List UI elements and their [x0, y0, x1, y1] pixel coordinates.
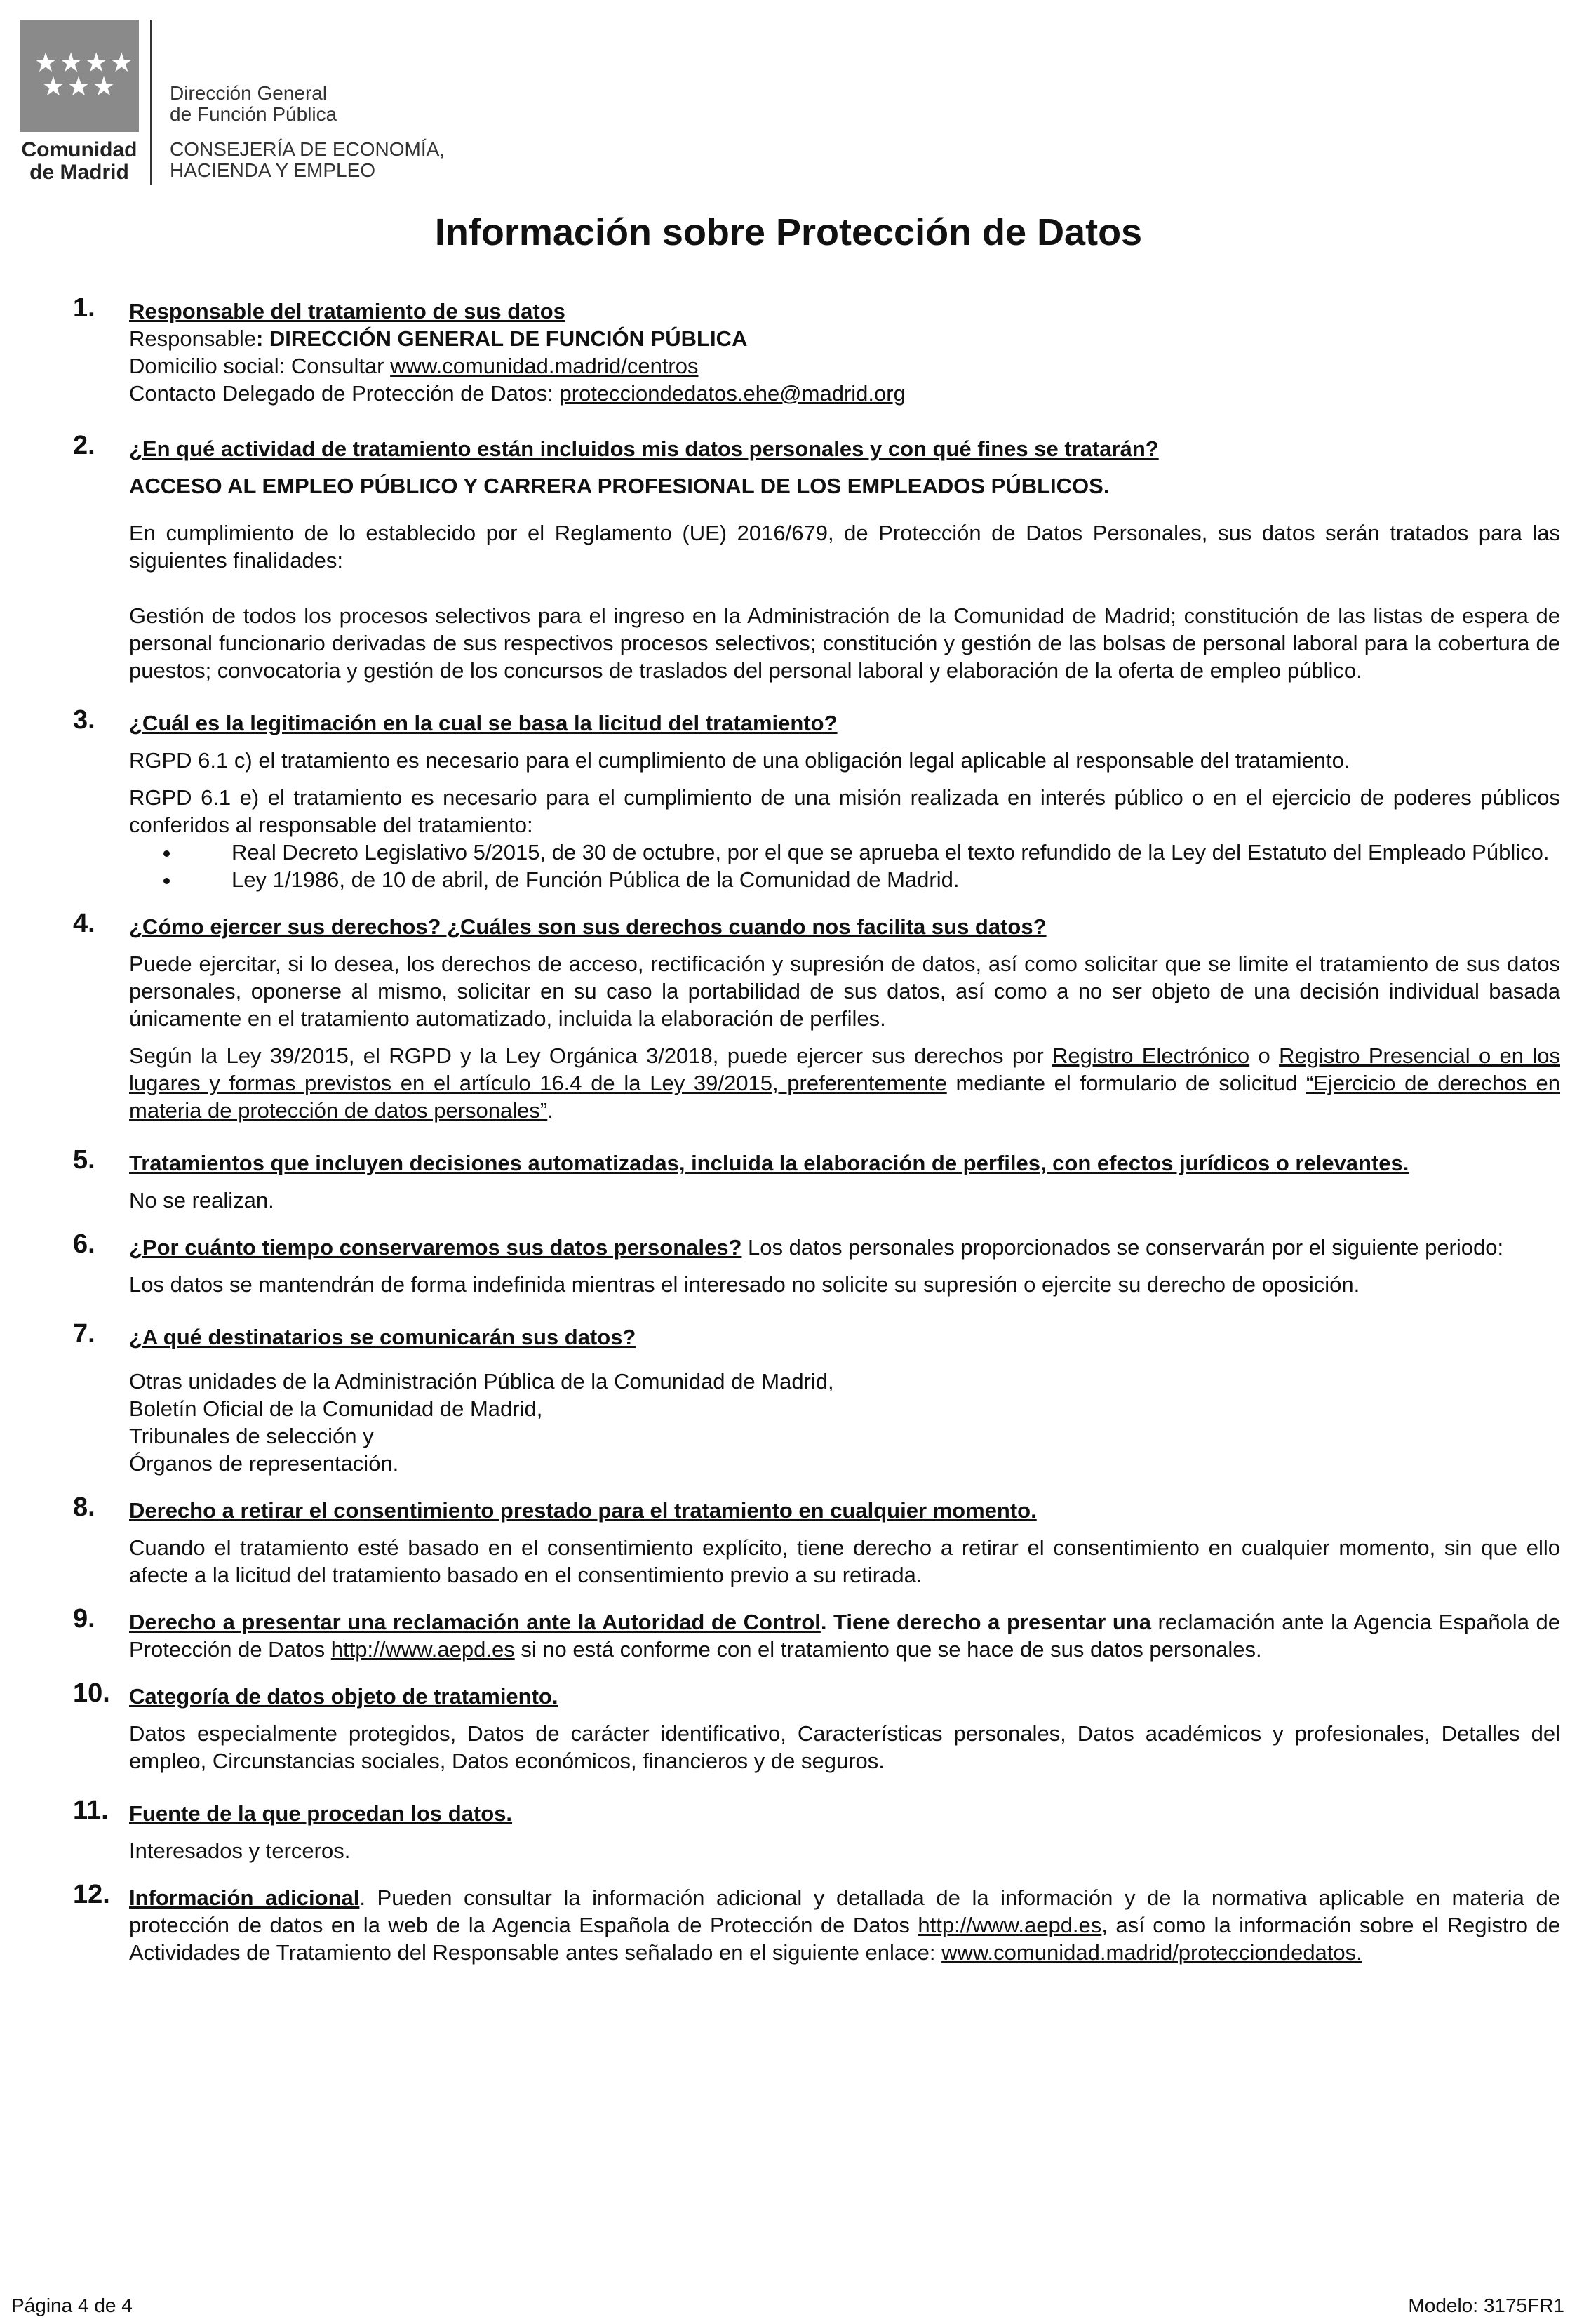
paragraph: Gestión de todos los procesos selectivos para el ingreso en la Administración de la Comunidad de Madrid; constitución de las listas de espera de personal funcionario derivadas de sus respectivos procesos selectivos; constitución y gestión de las bolsas de personal laboral para la cobertura de puestos; convocatoria y gestión de los concursos de traslados del personal laboral y elaboración de la oferta de empleo público.: [129, 603, 1560, 683]
section-heading: ¿En qué actividad de tratamiento están incluidos mis datos personales y con qué fines se tratarán?: [129, 436, 1159, 461]
legal-basis-list: [129, 839, 1560, 893]
section-1: [73, 293, 1560, 407]
section-heading: Derecho a presentar una reclamación ante la Autoridad de Control: [129, 1610, 821, 1634]
section-number: 2.: [73, 431, 95, 460]
recipients-list: [129, 1368, 1560, 1477]
section-2: [73, 431, 1560, 684]
centros-link[interactable]: www.comunidad.madrid/centros: [390, 354, 699, 378]
section-number: 11.: [73, 1796, 109, 1825]
paragraph: No se realizan.: [129, 1188, 274, 1213]
paragraph: Cuando el tratamiento esté basado en el consentimiento explícito, tiene derecho a retirar el consentimiento en cualquier momento, sin que ello afecte a la licitud del tratamiento basado en el consentimiento previo a su retirada.: [129, 1535, 1560, 1587]
formulario-derechos-link[interactable]: “Ejercicio de derechos en materia de protección de datos personales”: [129, 1071, 1561, 1123]
paragraph: Según la Ley 39/2015, el RGPD y la Ley Orgánica 3/2018, puede ejercer sus derechos por Registro Electrónico o Registro Presencial o en los lugares y formas previstos en el artículo 16.4 de la Ley 39/2015, preferentemente mediante el formulario de solicitud “Ejercicio de derechos en materia de protección de datos personales”.: [129, 1043, 1561, 1123]
section-number: 6.: [73, 1229, 95, 1259]
section-number: 10.: [73, 1678, 110, 1708]
paragraph: Los datos se mantendrán de forma indefinida mientras el interesado no solicite su supresión o ejercite su derecho de oposición.: [129, 1272, 1360, 1297]
list-item: Tribunales de selección y: [129, 1424, 374, 1448]
list-item: Órganos de representación.: [129, 1451, 399, 1476]
section-number: 5.: [73, 1145, 95, 1175]
section-heading: Derecho a retirar el consentimiento prestado para el tratamiento en cualquier momento.: [129, 1498, 1037, 1523]
org-name: Comunidad de Madrid: [21, 138, 137, 184]
model-number: Modelo: 3175FR1: [1408, 2295, 1564, 2316]
section-number: 7.: [73, 1319, 95, 1349]
activity-name: ACCESO AL EMPLEO PÚBLICO Y CARRERA PROFESIONAL DE LOS EMPLEADOS PÚBLICOS.: [129, 474, 1110, 498]
section-number: 1.: [73, 293, 95, 323]
section-number: 9.: [73, 1604, 95, 1634]
section-heading: Información adicional: [129, 1885, 360, 1910]
section-heading: ¿Cuál es la legitimación en la cual se basa la licitud del tratamiento?: [129, 711, 838, 735]
section-heading: Fuente de la que procedan los datos.: [129, 1801, 513, 1826]
section-number: 4.: [73, 909, 95, 938]
section-7: [73, 1319, 1560, 1477]
registro-presencial-link[interactable]: Registro Presencial o en los lugares y formas previstos en el artículo 16.4 de la Ley 39/2015, preferentemente: [129, 1043, 1560, 1095]
aepd-link[interactable]: http://www.aepd.es: [918, 1913, 1102, 1937]
section-6: [73, 1229, 1560, 1298]
section-10: [73, 1678, 1560, 1775]
page-title: Información sobre Protección de Datos: [434, 211, 1143, 253]
section-number: 8.: [73, 1492, 95, 1522]
contacto-line: Contacto Delegado de Protección de Datos: protecciondedatos.ehe@madrid.org: [129, 381, 906, 406]
section-heading: ¿Por cuánto tiempo conservaremos sus datos personales?: [129, 1235, 742, 1260]
section-3: [73, 705, 1560, 893]
paragraph: RGPD 6.1 e) el tratamiento es necesario para el cumplimiento de una misión realizada en interés público o en el ejercicio de poderes públicos conferidos al responsable del tratamiento:: [129, 785, 1560, 837]
section-5: [73, 1145, 1560, 1214]
list-item: • Real Decreto Legislativo 5/2015, de 30 de octubre, por el que se aprueba el texto refundido de la Ley del Estatuto del Empleado Público.: [181, 839, 1560, 866]
paragraph: Puede ejercitar, si lo desea, los derechos de acceso, rectificación y supresión de datos, así como solicitar que se limite el tratamiento de sus datos personales, oponerse al mismo, solicitar en su caso la portabilidad de sus datos, así como a no ser objeto de una decisión individual basada únicamente en el tratamiento automatizado, incluida la elaboración de perfiles.: [129, 951, 1560, 1031]
section-12: [73, 1880, 1560, 1966]
section-4: [73, 909, 1561, 1124]
registro-electronico-link[interactable]: Registro Electrónico: [1052, 1043, 1250, 1068]
list-item: Otras unidades de la Administración Pública de la Comunidad de Madrid,: [129, 1369, 834, 1394]
list-item: Boletín Oficial de la Comunidad de Madrid,: [129, 1396, 543, 1421]
section-heading-line: Información adicional. Pueden consultar la información adicional y detallada de la información y de la normativa aplicable en materia de protección de datos en la web de la Agencia Española de Protección de Datos http://www.aepd.es, así como la información sobre el Registro de Actividades de Tratamiento del Responsable antes señalado en el siguiente enlace: www.comunidad.madrid/protecciondedatos.: [129, 1885, 1560, 1965]
department-name: Dirección General de Función Pública: [170, 82, 337, 125]
section-heading: Responsable del tratamiento de sus datos: [129, 299, 565, 323]
document-body: [73, 293, 1561, 1986]
section-11: [73, 1796, 1560, 1864]
page-number: Página 4 de 4: [11, 2295, 133, 2316]
aepd-link[interactable]: http://www.aepd.es: [330, 1637, 515, 1662]
section-heading: ¿Cómo ejercer sus derechos? ¿Cuáles son sus derechos cuando nos facilita sus datos?: [129, 914, 1047, 939]
paragraph: En cumplimiento de lo establecido por el Reglamento (UE) 2016/679, de Protección de Datos Personales, sus datos serán tratados para las siguientes finalidades:: [129, 521, 1560, 573]
proteccion-datos-link[interactable]: www.comunidad.madrid/protecciondedatos.: [941, 1940, 1362, 1965]
paragraph: Datos especialmente protegidos, Datos de carácter identificativo, Características personales, Datos académicos y profesionales, Detalles del empleo, Circunstancias sociales, Datos económicos, financieros y de seguros.: [129, 1721, 1560, 1773]
comunidad-madrid-logo: [20, 20, 139, 132]
page-header: [20, 20, 721, 188]
section-heading: Categoría de datos objeto de tratamiento.: [129, 1684, 558, 1709]
paragraph: RGPD 6.1 c) el tratamiento es necesario para el cumplimiento de una obligación legal aplicable al responsable del tratamiento.: [129, 748, 1350, 773]
list-item: • Ley 1/1986, de 10 de abril, de Función Pública de la Comunidad de Madrid.: [181, 866, 1560, 893]
paragraph: Interesados y terceros.: [129, 1838, 351, 1863]
consejeria-name: CONSEJERÍA DE ECONOMÍA, HACIENDA Y EMPLEO: [170, 138, 445, 181]
section-9: [73, 1604, 1560, 1663]
section-8: [73, 1492, 1560, 1589]
section-heading: Tratamientos que incluyen decisiones automatizadas, incluida la elaboración de perfiles, con efectos jurídicos o relevantes.: [129, 1151, 1409, 1175]
stars-icon: ★★★★ ★★★: [34, 48, 135, 102]
section-heading: ¿A qué destinatarios se comunicarán sus datos?: [129, 1325, 636, 1349]
section-number: 12.: [73, 1880, 110, 1909]
header-divider: [150, 20, 152, 185]
dpo-email-link[interactable]: protecciondedatos.ehe@madrid.org: [559, 381, 906, 406]
domicilio-line: Domicilio social: Consultar www.comunidad.madrid/centros: [129, 354, 699, 378]
responsable-line: Responsable: DIRECCIÓN GENERAL DE FUNCIÓN PÚBLICA: [129, 326, 748, 351]
section-heading-line: ¿Por cuánto tiempo conservaremos sus datos personales? Los datos personales proporcionados se conservarán por el siguiente periodo:: [129, 1235, 1504, 1260]
section-number: 3.: [73, 705, 95, 735]
section-heading-line: Derecho a presentar una reclamación ante la Autoridad de Control. Tiene derecho a presentar una reclamación ante la Agencia Española de Protección de Datos http://www.aepd.es si no está conforme con el tratamiento que se hace de sus datos personales.: [129, 1610, 1560, 1662]
